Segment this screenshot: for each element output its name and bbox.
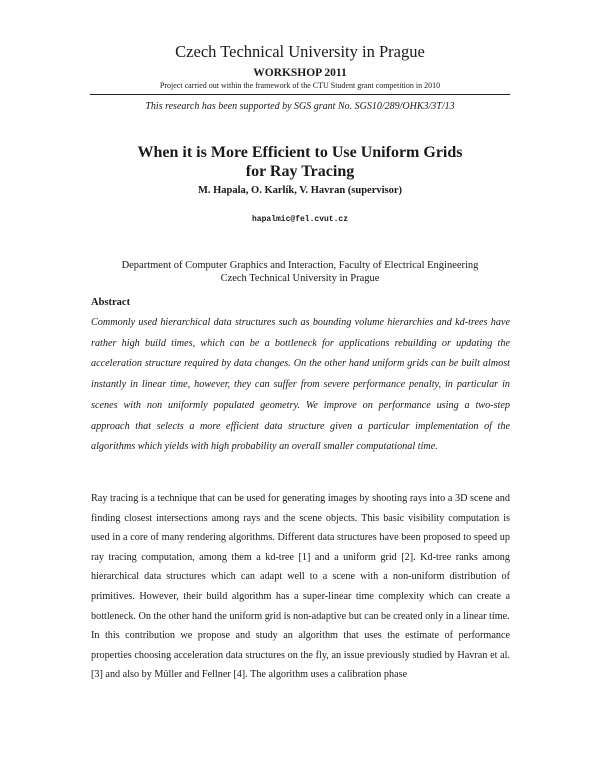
university-name: Czech Technical University in Prague [175,42,425,61]
paper-title-line1: When it is More Efficient to Use Uniform Grids [137,144,463,161]
author-email: hapalmic@fel.cvut.cz [251,215,348,224]
body-section [91,489,510,685]
abstract-heading: Abstract [91,297,131,308]
grant-note: This research has been supported by SGS grant No. SGS10/289/OHK3/3T/13 [145,101,455,112]
body-paragraph-2: In this contribution we propose and study an algorithm that uses the estimate of performance properties choosing acceleration data structures on the fly, an issue previously studied by Havran et al. [3] and also by Müller and Fellner [4]. The algorithm uses a calibration phase [91,630,510,681]
paper-title-line2: for Ray Tracing [245,163,355,180]
workshop-title: WORKSHOP 2011 [253,67,347,79]
affiliation-line1: Department of Computer Graphics and Interaction, Faculty of Electrical Engineering [121,260,479,271]
abstract-text: Commonly used hierarchical data structures such as bounding volume hierarchies and kd-trees have rather high build times, which can be a bottleneck for applications rebuilding or updating the acceleration structure required by data changes. On the other hand uniform grids can be built almost instantly in linear time, however, they can suffer from severe performance penalty, in particular in scenes with non uniformly populated geometry. We improve on performance using a two-step approach that selects a more efficient data structure given a particular implementation of the algorithms which yields with high probability an overall smaller computational time. [91,317,510,453]
header-divider [90,94,510,95]
affiliation-line2: Czech Technical University in Prague [220,273,380,284]
paper-authors: M. Hapala, O. Karlík, V. Havran (supervisor) [197,185,403,196]
affiliation [0,259,600,285]
body-paragraph-1: Ray tracing is a technique that can be used for generating images by shooting rays into a 3D scene and finding closest intersections among rays and the scene objects. This basic visibility computation is used in a core of many rendering algorithms. Different data structures have been proposed to speed up ray tracing computation, among them a kd-tree [1] and a uniform grid [2]. Kd-tree ranks among hierarchical data structures which can adapt well to a scene with a non-uniform distribution of primitives. However, their build algorithm has a super-linear time complexity which can create a bottleneck. On the other hand the uniform grid is non-adaptive but can be created only in a linear time. [91,493,510,622]
paper-title [0,143,600,181]
project-note: Project carried out within the framework of the CTU Student grant competition in 2010 [159,81,441,90]
